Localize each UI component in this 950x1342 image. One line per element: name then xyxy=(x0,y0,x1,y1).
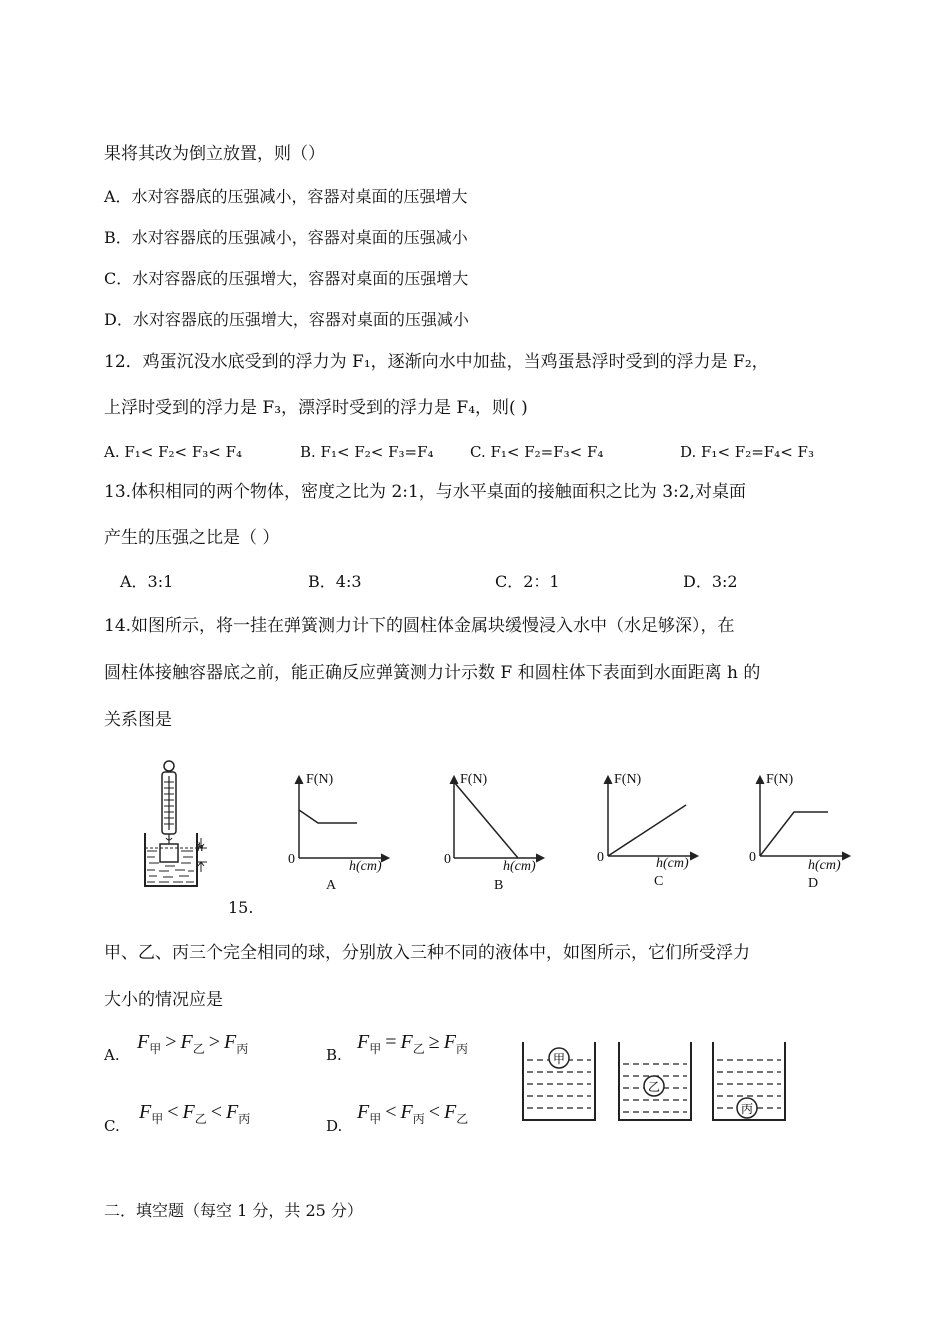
graph-b-ylabel: F(N) xyxy=(460,772,488,787)
q11-option-d: D．水对容器底的压强增大，容器对桌面的压强减小 xyxy=(104,310,469,329)
graph-b-origin: 0 xyxy=(444,852,451,867)
container-jia xyxy=(523,1042,595,1120)
q12-line1: 12．鸡蛋沉没水底受到的浮力为 F₁，逐渐向水中加盐，当鸡蛋悬浮时受到的浮力是 F₂， xyxy=(104,352,769,372)
graph-d xyxy=(746,770,856,870)
q13-option-d: D．3:2 xyxy=(683,572,738,591)
q15-option-c-label: C. xyxy=(104,1117,120,1135)
q15-option-a-label: A. xyxy=(104,1046,120,1064)
q14-line2: 圆柱体接触容器底之前，能正确反应弹簧测力计示数 F 和圆柱体下表面到水面距离 h 的 xyxy=(104,663,761,683)
graph-d-origin: 0 xyxy=(749,850,756,865)
q13-line2: 产生的压强之比是（ ） xyxy=(104,528,280,548)
container-bing xyxy=(713,1042,785,1120)
ball-bing-label: 丙 xyxy=(740,1102,754,1116)
q15-option-a-expr: $F_甲 > F_乙 > F_丙$ xyxy=(137,1031,249,1056)
graph-d-ylabel: F(N) xyxy=(766,772,794,787)
q12-line2: 上浮时受到的浮力是 F₃，漂浮时受到的浮力是 F₄，则( ) xyxy=(104,398,528,418)
graph-a xyxy=(285,770,395,870)
q15-line1: 甲、乙、丙三个完全相同的球，分别放入三种不同的液体中，如图所示，它们所受浮力 xyxy=(104,943,750,963)
q12-option-a: A. F₁< F₂< F₃< F₄ xyxy=(104,443,243,461)
q13-option-b: B．4:3 xyxy=(308,572,362,591)
container-yi xyxy=(619,1042,691,1120)
q12-option-b: B. F₁< F₂< F₃=F₄ xyxy=(300,443,434,461)
graph-c-xlabel: h(cm) xyxy=(656,856,689,871)
graph-d-caption: D xyxy=(808,876,819,891)
graph-b xyxy=(440,770,550,870)
q13-option-a: A．3:1 xyxy=(120,572,174,591)
ball-yi-label: 乙 xyxy=(647,1080,661,1094)
graph-a-origin: 0 xyxy=(288,852,295,867)
q13-line1: 13.体积相同的两个物体，密度之比为 2:1，与水平桌面的接触面积之比为 3:2,对桌面 xyxy=(104,482,746,502)
q15-line2: 大小的情况应是 xyxy=(104,990,223,1010)
graph-b-xlabel: h(cm) xyxy=(503,859,536,874)
h-label: h xyxy=(197,839,204,854)
spring-scale-beaker-figure xyxy=(135,758,215,893)
graph-d-xlabel: h(cm) xyxy=(808,858,841,873)
three-containers-figure xyxy=(515,1038,795,1126)
graph-a-caption: A xyxy=(326,878,337,893)
q11-option-c: C．水对容器底的压强增大，容器对桌面的压强增大 xyxy=(104,269,469,288)
q11-stem-tail: 果将其改为倒立放置，则（） xyxy=(104,144,325,164)
q15-number: 15. xyxy=(228,898,254,917)
graph-b-caption: B xyxy=(494,878,504,893)
q11-option-b: B．水对容器底的压强减小，容器对桌面的压强减小 xyxy=(104,228,468,247)
q12-option-d: D. F₁< F₂=F₄< F₃ xyxy=(680,443,814,461)
q15-option-c-expr: $F_甲 < F_乙 < F_丙$ xyxy=(139,1101,251,1126)
q15-option-b-label: B. xyxy=(326,1046,342,1064)
q15-option-b-expr: $F_甲 = F_乙 \ge F_丙$ xyxy=(357,1031,468,1056)
graph-a-xlabel: h(cm) xyxy=(349,859,382,874)
graph-c-caption: C xyxy=(654,874,664,889)
graph-c-ylabel: F(N) xyxy=(614,772,642,787)
q14-line3: 关系图是 xyxy=(104,710,172,730)
q15-option-d-label: D. xyxy=(326,1117,343,1135)
q15-option-d-expr: $F_甲 < F_丙 < F_乙$ xyxy=(357,1101,469,1126)
q11-option-a: A．水对容器底的压强减小，容器对桌面的压强增大 xyxy=(104,187,468,206)
graph-c-origin: 0 xyxy=(597,850,604,865)
q13-option-c: C．2：1 xyxy=(495,572,560,591)
ball-jia-label: 甲 xyxy=(552,1052,566,1066)
q12-option-c: C. F₁< F₂=F₃< F₄ xyxy=(470,443,604,461)
section-2-heading: 二．填空题（每空 1 分，共 25 分） xyxy=(104,1201,363,1220)
q14-line1: 14.如图所示，将一挂在弹簧测力计下的圆柱体金属块缓慢浸入水中（水足够深），在 xyxy=(104,616,735,636)
graph-c xyxy=(594,770,704,870)
graph-a-ylabel: F(N) xyxy=(306,772,334,787)
